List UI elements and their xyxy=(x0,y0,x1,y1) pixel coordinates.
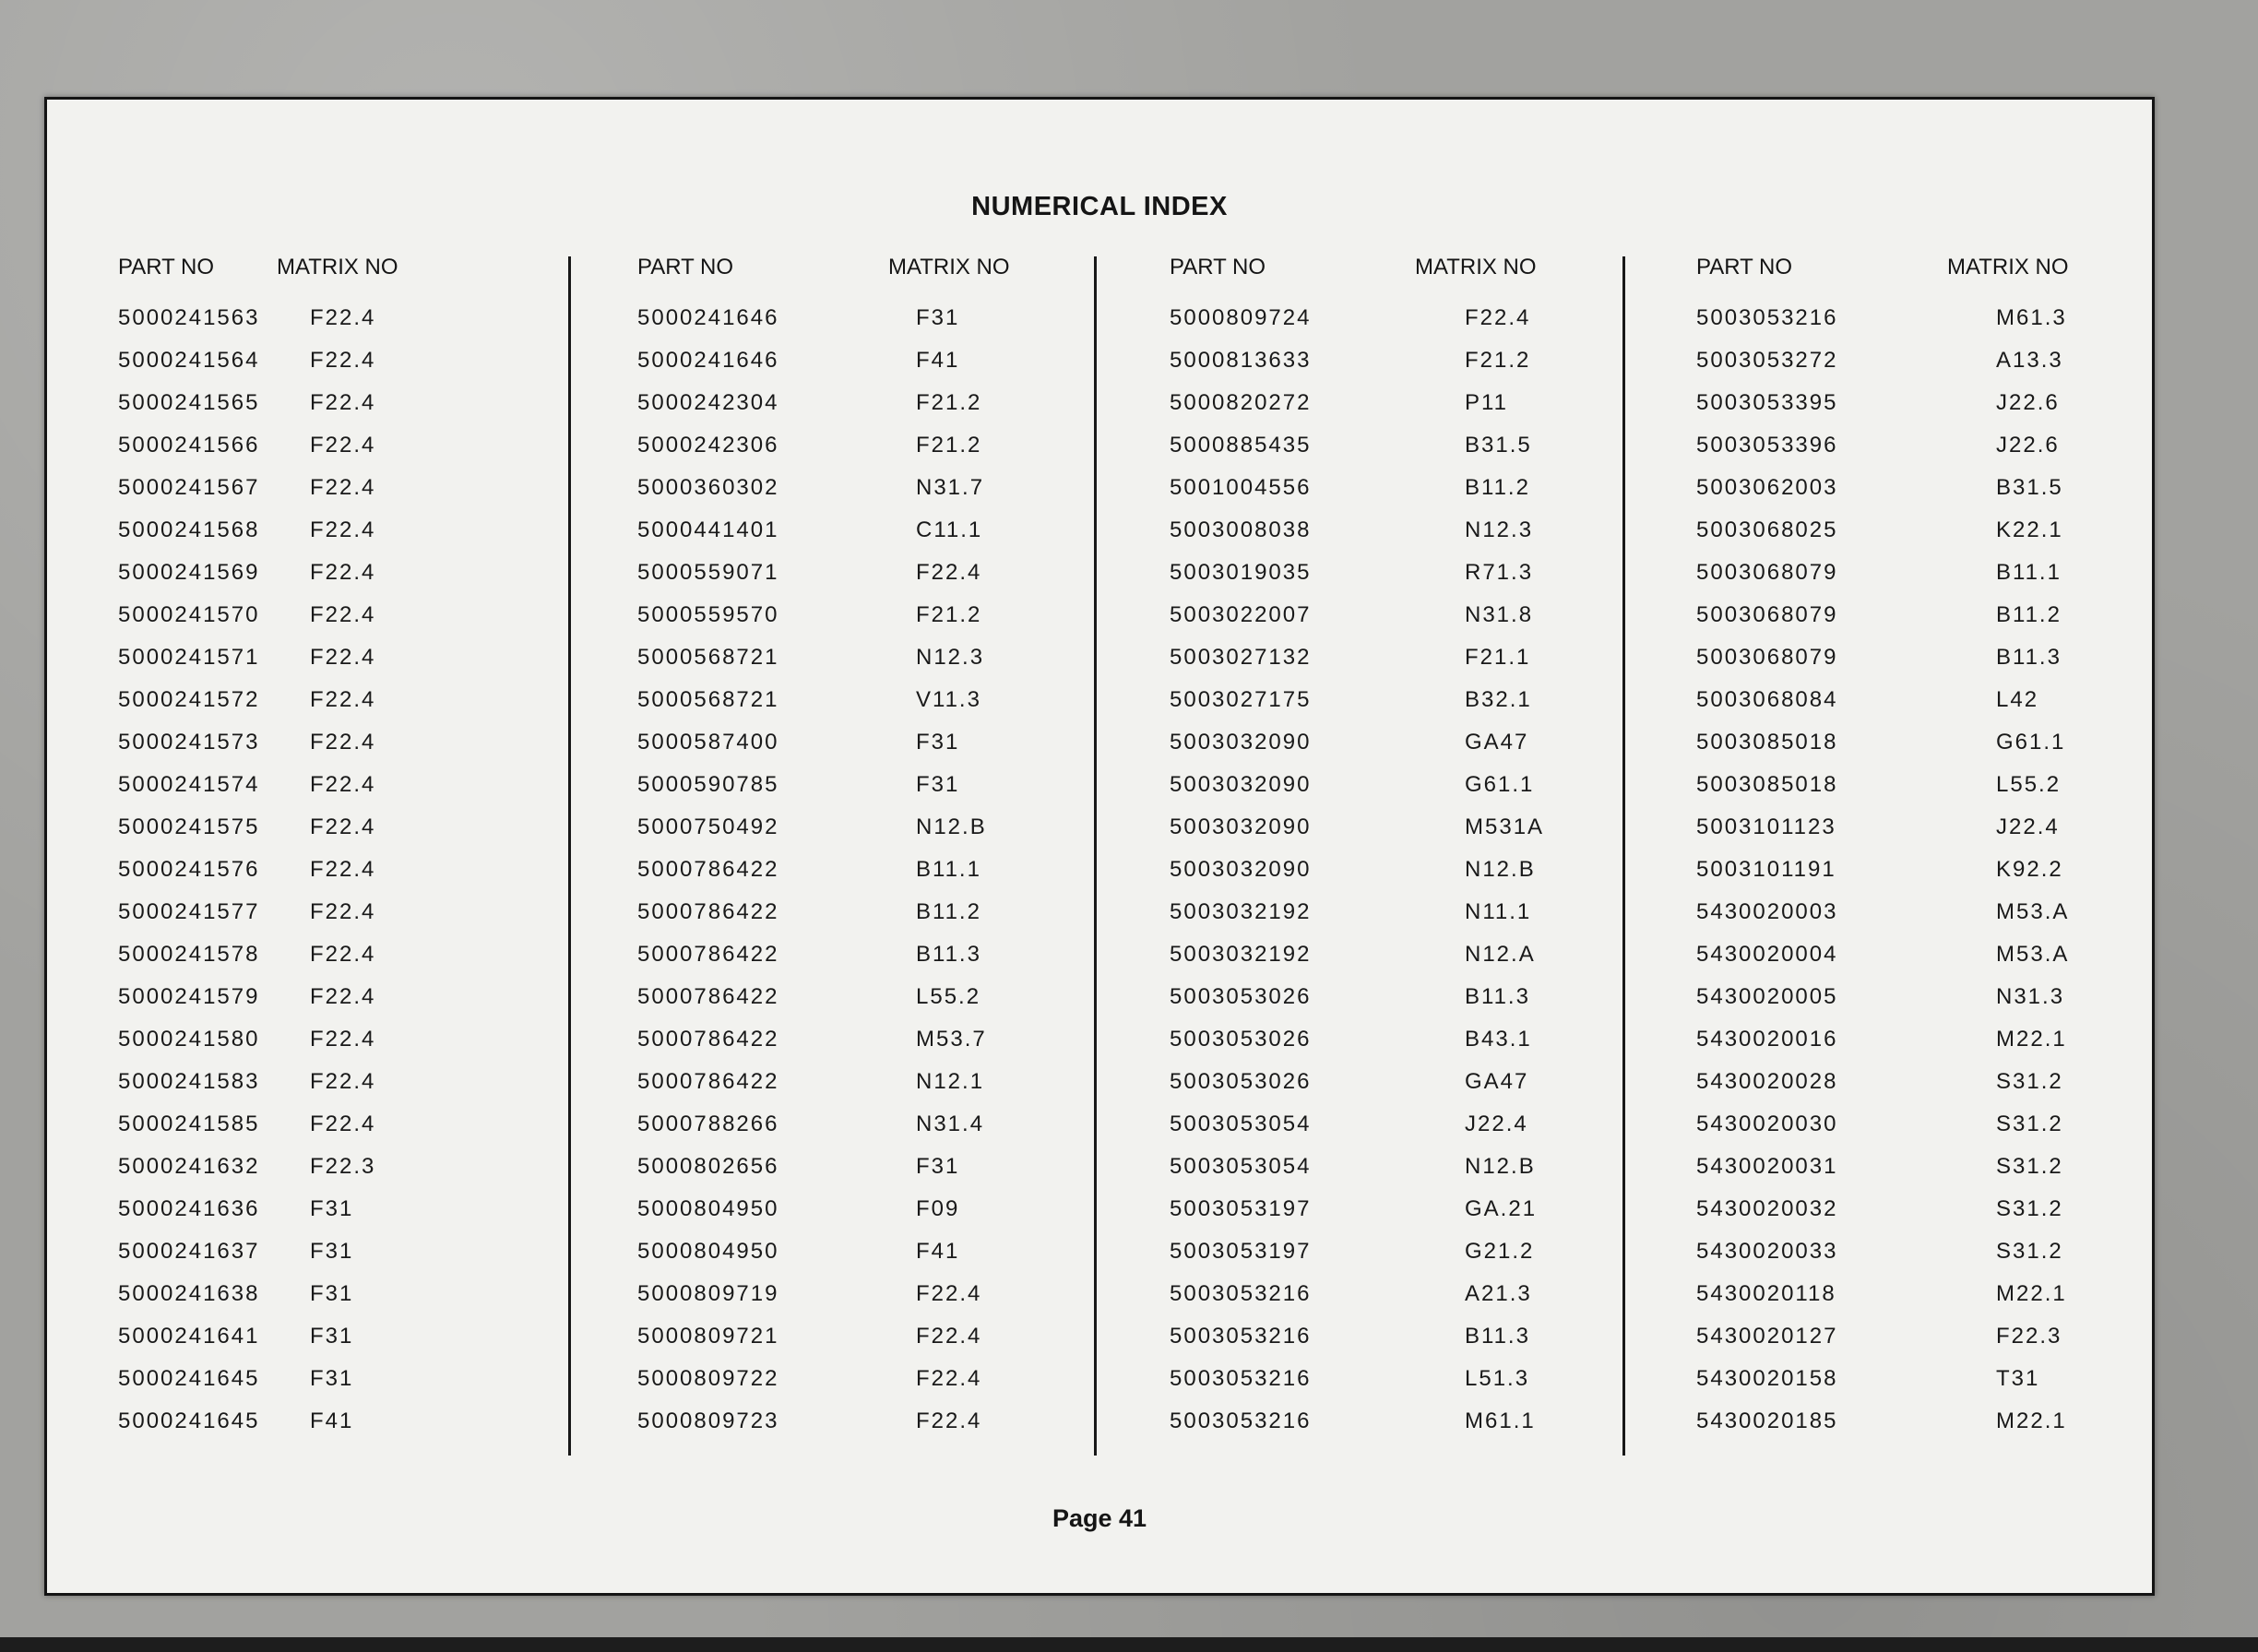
matrix-number: N12.3 xyxy=(916,645,985,670)
part-number: 5000241569 xyxy=(118,560,260,585)
matrix-number: G61.1 xyxy=(1465,772,1535,797)
column-divider xyxy=(568,256,571,1456)
part-number: 5000809719 xyxy=(637,1281,779,1306)
part-number: 5000568721 xyxy=(637,687,779,712)
page-number: Page 41 xyxy=(1052,1504,1147,1532)
part-number: 5000241636 xyxy=(118,1196,260,1221)
matrix-number: F21.2 xyxy=(916,602,982,627)
matrix-number: M22.1 xyxy=(1996,1281,2067,1306)
part-number: 5000241568 xyxy=(118,517,260,542)
part-number: 5000802656 xyxy=(637,1154,779,1179)
part-number: 5003053272 xyxy=(1696,348,1838,373)
matrix-number: F41 xyxy=(310,1408,354,1433)
matrix-number: B11.3 xyxy=(916,942,981,967)
matrix-number: M61.1 xyxy=(1465,1408,1536,1433)
part-number: 5003085018 xyxy=(1696,730,1838,755)
matrix-number: C11.1 xyxy=(916,517,983,542)
part-number: 5000559570 xyxy=(637,602,779,627)
matrix-number: G21.2 xyxy=(1465,1239,1535,1264)
matrix-number: F21.1 xyxy=(1465,645,1531,670)
part-number: 5003053054 xyxy=(1170,1154,1312,1179)
part-number: 5003053216 xyxy=(1170,1281,1312,1306)
matrix-number: J22.6 xyxy=(1996,433,2060,458)
matrix-number: F22.3 xyxy=(1996,1324,2062,1349)
matrix-number: M53.A xyxy=(1996,942,2070,967)
part-number: 5000241632 xyxy=(118,1154,260,1179)
part-number: 5430020158 xyxy=(1696,1366,1838,1391)
part-number: 5003019035 xyxy=(1170,560,1312,585)
matrix-number: F22.4 xyxy=(310,475,376,500)
matrix-number: F31 xyxy=(310,1239,354,1264)
part-number: 5430020016 xyxy=(1696,1027,1838,1052)
matrix-number: N12.1 xyxy=(916,1069,985,1094)
part-number: 5000786422 xyxy=(637,1069,779,1094)
matrix-number: B11.2 xyxy=(916,899,981,924)
part-number: 5003101191 xyxy=(1696,857,1836,882)
matrix-number: L55.2 xyxy=(916,984,981,1009)
part-number: 5000241571 xyxy=(118,645,260,670)
matrix-number: L51.3 xyxy=(1465,1366,1530,1391)
part-number: 5003022007 xyxy=(1170,602,1312,627)
part-number: 5003027175 xyxy=(1170,687,1312,712)
matrix-number: F41 xyxy=(916,348,960,373)
part-number: 5000241645 xyxy=(118,1366,260,1391)
part-number: 5000241573 xyxy=(118,730,260,755)
matrix-number: B11.2 xyxy=(1465,475,1530,500)
part-no-header: PART NO xyxy=(637,255,734,279)
matrix-number: F22.3 xyxy=(310,1154,376,1179)
part-number: 5000809723 xyxy=(637,1408,779,1433)
part-number: 5000242306 xyxy=(637,433,779,458)
part-number: 5003053054 xyxy=(1170,1111,1312,1136)
matrix-number: M22.1 xyxy=(1996,1408,2067,1433)
matrix-number: B11.1 xyxy=(916,857,981,882)
matrix-no-header: MATRIX NO xyxy=(1947,255,2069,279)
part-number: 5000241570 xyxy=(118,602,260,627)
matrix-number: V11.3 xyxy=(916,687,981,712)
matrix-number: F22.4 xyxy=(310,433,376,458)
part-number: 5430020033 xyxy=(1696,1239,1838,1264)
matrix-number: K92.2 xyxy=(1996,857,2063,882)
matrix-number: J22.4 xyxy=(1996,814,2060,839)
column-divider xyxy=(1622,256,1625,1456)
part-number: 5003053197 xyxy=(1170,1196,1312,1221)
matrix-number: N12.A xyxy=(1465,942,1536,967)
part-number: 5003008038 xyxy=(1170,517,1312,542)
matrix-number: B31.5 xyxy=(1996,475,2063,500)
part-number: 5000786422 xyxy=(637,1027,779,1052)
part-number: 5003032192 xyxy=(1170,942,1312,967)
matrix-number: F22.4 xyxy=(310,602,376,627)
part-number: 5000241638 xyxy=(118,1281,260,1306)
part-number: 5003032090 xyxy=(1170,772,1312,797)
matrix-number: B32.1 xyxy=(1465,687,1532,712)
matrix-number: S31.2 xyxy=(1996,1111,2063,1136)
part-number: 5000241641 xyxy=(118,1324,260,1349)
matrix-number: S31.2 xyxy=(1996,1154,2063,1179)
matrix-number: M22.1 xyxy=(1996,1027,2067,1052)
scanner-edge-band xyxy=(0,1637,2258,1652)
part-number: 5430020004 xyxy=(1696,942,1838,967)
matrix-number: N31.3 xyxy=(1996,984,2065,1009)
part-number: 5000788266 xyxy=(637,1111,779,1136)
matrix-number: N11.1 xyxy=(1465,899,1532,924)
matrix-number: F31 xyxy=(310,1366,354,1391)
matrix-number: N31.4 xyxy=(916,1111,985,1136)
matrix-number: T31 xyxy=(1996,1366,2040,1391)
matrix-number: F22.4 xyxy=(310,560,376,585)
part-number: 5000241646 xyxy=(637,305,779,330)
matrix-no-header: MATRIX NO xyxy=(277,255,398,279)
matrix-number: S31.2 xyxy=(1996,1196,2063,1221)
matrix-number: F22.4 xyxy=(310,814,376,839)
matrix-number: F22.4 xyxy=(310,899,376,924)
matrix-number: N12.B xyxy=(916,814,987,839)
part-number: 5000568721 xyxy=(637,645,779,670)
part-number: 5003032192 xyxy=(1170,899,1312,924)
part-number: 5003053396 xyxy=(1696,433,1838,458)
matrix-number: F22.4 xyxy=(310,517,376,542)
matrix-number: F22.4 xyxy=(310,730,376,755)
part-number: 5000241566 xyxy=(118,433,260,458)
part-number: 5000241563 xyxy=(118,305,260,330)
part-number: 5000241564 xyxy=(118,348,260,373)
part-number: 5430020032 xyxy=(1696,1196,1838,1221)
matrix-number: S31.2 xyxy=(1996,1239,2063,1264)
matrix-number: F31 xyxy=(310,1324,354,1349)
part-number: 5430020031 xyxy=(1696,1154,1838,1179)
matrix-number: B43.1 xyxy=(1465,1027,1532,1052)
part-number: 5003053026 xyxy=(1170,984,1312,1009)
part-number: 5003053216 xyxy=(1170,1366,1312,1391)
part-number: 5003101123 xyxy=(1696,814,1836,839)
part-number: 5430020005 xyxy=(1696,984,1838,1009)
part-number: 5000241567 xyxy=(118,475,260,500)
part-number: 5000241577 xyxy=(118,899,260,924)
part-number: 5003053395 xyxy=(1696,390,1838,415)
part-number: 5000590785 xyxy=(637,772,779,797)
part-number: 5003068079 xyxy=(1696,645,1838,670)
matrix-number: N12.3 xyxy=(1465,517,1534,542)
part-number: 5003053026 xyxy=(1170,1069,1312,1094)
part-number: 5000241572 xyxy=(118,687,260,712)
part-number: 5003053026 xyxy=(1170,1027,1312,1052)
matrix-number: F22.4 xyxy=(916,560,982,585)
part-number: 5003053216 xyxy=(1696,305,1838,330)
part-number: 5000809721 xyxy=(637,1324,779,1349)
page-title: NUMERICAL INDEX xyxy=(971,192,1228,221)
matrix-number: B11.1 xyxy=(1996,560,2062,585)
matrix-number: F22.4 xyxy=(310,772,376,797)
part-number: 5003062003 xyxy=(1696,475,1838,500)
matrix-number: B11.3 xyxy=(1465,1324,1530,1349)
part-number: 5000241637 xyxy=(118,1239,260,1264)
part-number: 5430020030 xyxy=(1696,1111,1838,1136)
part-number: 5000241575 xyxy=(118,814,260,839)
matrix-number: F41 xyxy=(916,1239,960,1264)
matrix-number: F31 xyxy=(916,1154,960,1179)
matrix-number: K22.1 xyxy=(1996,517,2063,542)
matrix-number: F22.4 xyxy=(310,305,376,330)
matrix-number: F31 xyxy=(916,772,960,797)
matrix-number: F21.2 xyxy=(1465,348,1531,373)
matrix-number: N31.7 xyxy=(916,475,985,500)
matrix-number: GA47 xyxy=(1465,1069,1529,1094)
part-number: 5000786422 xyxy=(637,857,779,882)
matrix-number: M53.A xyxy=(1996,899,2070,924)
part-number: 5430020003 xyxy=(1696,899,1838,924)
matrix-number: L42 xyxy=(1996,687,2039,712)
matrix-number: B11.3 xyxy=(1465,984,1530,1009)
matrix-number: F22.4 xyxy=(310,390,376,415)
matrix-number: F31 xyxy=(916,305,960,330)
matrix-number: M61.3 xyxy=(1996,305,2067,330)
column-divider xyxy=(1094,256,1097,1456)
matrix-number: GA47 xyxy=(1465,730,1529,755)
matrix-number: F22.4 xyxy=(310,857,376,882)
matrix-number: N12.B xyxy=(1465,1154,1536,1179)
part-number: 5000241583 xyxy=(118,1069,260,1094)
matrix-number: A21.3 xyxy=(1465,1281,1532,1306)
matrix-number: B11.3 xyxy=(1996,645,2062,670)
part-number: 5000820272 xyxy=(1170,390,1312,415)
part-number: 5000241585 xyxy=(118,1111,260,1136)
part-number: 5003068025 xyxy=(1696,517,1838,542)
part-number: 5000360302 xyxy=(637,475,779,500)
matrix-number: J22.4 xyxy=(1465,1111,1528,1136)
matrix-number: F22.4 xyxy=(916,1366,982,1391)
matrix-number: J22.6 xyxy=(1996,390,2060,415)
part-number: 5430020028 xyxy=(1696,1069,1838,1094)
matrix-number: F22.4 xyxy=(916,1324,982,1349)
part-number: 5000809722 xyxy=(637,1366,779,1391)
matrix-number: M531A xyxy=(1465,814,1545,839)
part-number: 5000809724 xyxy=(1170,305,1312,330)
part-number: 5003032090 xyxy=(1170,730,1312,755)
part-number: 5000241565 xyxy=(118,390,260,415)
part-number: 5003068079 xyxy=(1696,560,1838,585)
matrix-number: GA.21 xyxy=(1465,1196,1538,1221)
matrix-number: M53.7 xyxy=(916,1027,987,1052)
matrix-no-header: MATRIX NO xyxy=(1415,255,1537,279)
matrix-number: F09 xyxy=(916,1196,960,1221)
part-number: 5000242304 xyxy=(637,390,779,415)
matrix-number: B31.5 xyxy=(1465,433,1532,458)
matrix-number: L55.2 xyxy=(1996,772,2062,797)
matrix-number: F22.4 xyxy=(310,942,376,967)
part-number: 5000241578 xyxy=(118,942,260,967)
part-number: 5000786422 xyxy=(637,899,779,924)
matrix-number: G61.1 xyxy=(1996,730,2066,755)
part-number: 5000241579 xyxy=(118,984,260,1009)
matrix-number: R71.3 xyxy=(1465,560,1534,585)
part-number: 5000786422 xyxy=(637,984,779,1009)
matrix-number: F21.2 xyxy=(916,433,982,458)
matrix-number: S31.2 xyxy=(1996,1069,2063,1094)
part-number: 5003053216 xyxy=(1170,1324,1312,1349)
matrix-number: F21.2 xyxy=(916,390,982,415)
part-number: 5000804950 xyxy=(637,1239,779,1264)
part-number: 5000587400 xyxy=(637,730,779,755)
matrix-number: A13.3 xyxy=(1996,348,2063,373)
part-number: 5003053197 xyxy=(1170,1239,1312,1264)
part-no-header: PART NO xyxy=(1170,255,1266,279)
part-no-header: PART NO xyxy=(1696,255,1793,279)
part-number: 5000241574 xyxy=(118,772,260,797)
matrix-number: F31 xyxy=(916,730,960,755)
part-number: 5003032090 xyxy=(1170,857,1312,882)
matrix-number: F31 xyxy=(310,1196,354,1221)
matrix-number: N31.8 xyxy=(1465,602,1534,627)
part-number: 5000885435 xyxy=(1170,433,1312,458)
part-number: 5003068079 xyxy=(1696,602,1838,627)
document-page xyxy=(44,97,2155,1596)
part-number: 5003085018 xyxy=(1696,772,1838,797)
matrix-number: N12.B xyxy=(1465,857,1536,882)
matrix-number: F22.4 xyxy=(310,1111,376,1136)
part-number: 5000241646 xyxy=(637,348,779,373)
part-number: 5000786422 xyxy=(637,942,779,967)
matrix-number: F22.4 xyxy=(310,645,376,670)
part-number: 5430020118 xyxy=(1696,1281,1836,1306)
part-number: 5000750492 xyxy=(637,814,779,839)
part-number: 5001004556 xyxy=(1170,475,1312,500)
part-number: 5430020127 xyxy=(1696,1324,1838,1349)
matrix-number: F22.4 xyxy=(916,1408,982,1433)
matrix-number: F22.4 xyxy=(916,1281,982,1306)
part-number: 5000241645 xyxy=(118,1408,260,1433)
part-number: 5000241580 xyxy=(118,1027,260,1052)
matrix-number: F22.4 xyxy=(310,1027,376,1052)
matrix-number: F22.4 xyxy=(310,1069,376,1094)
matrix-number: F22.4 xyxy=(1465,305,1531,330)
matrix-number: F22.4 xyxy=(310,348,376,373)
part-number: 5000813633 xyxy=(1170,348,1312,373)
part-number: 5003032090 xyxy=(1170,814,1312,839)
matrix-no-header: MATRIX NO xyxy=(888,255,1010,279)
matrix-number: F31 xyxy=(310,1281,354,1306)
part-no-header: PART NO xyxy=(118,255,215,279)
part-number: 5430020185 xyxy=(1696,1408,1838,1433)
part-number: 5000559071 xyxy=(637,560,779,585)
matrix-number: B11.2 xyxy=(1996,602,2062,627)
part-number: 5000804950 xyxy=(637,1196,779,1221)
matrix-number: F22.4 xyxy=(310,984,376,1009)
part-number: 5003053216 xyxy=(1170,1408,1312,1433)
part-number: 5003068084 xyxy=(1696,687,1838,712)
matrix-number: F22.4 xyxy=(310,687,376,712)
part-number: 5000441401 xyxy=(637,517,779,542)
matrix-number: P11 xyxy=(1465,390,1508,415)
part-number: 5000241576 xyxy=(118,857,260,882)
part-number: 5003027132 xyxy=(1170,645,1312,670)
